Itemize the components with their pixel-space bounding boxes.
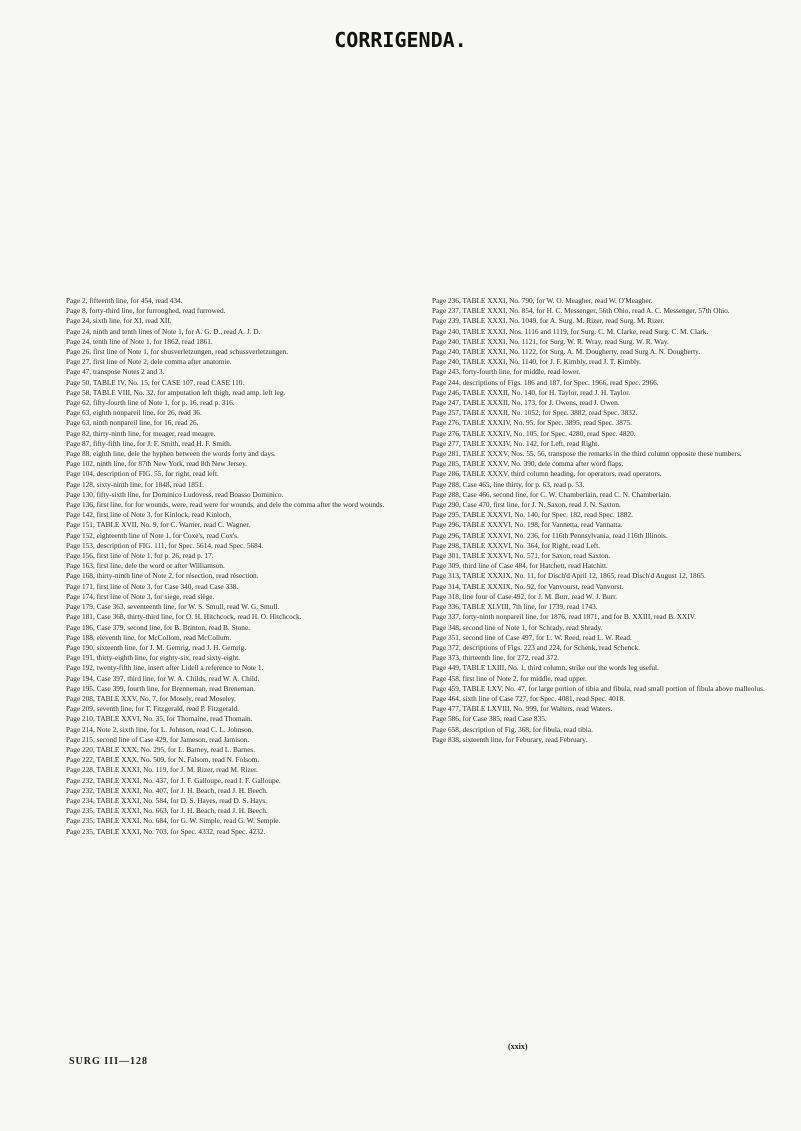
- corrigendum-entry: Page 104, description of FIG. 55, for right, read left.: [66, 469, 219, 479]
- corrigendum-entry: Page 477, TABLE LXVIII, No. 999, for Walters, read Waters.: [432, 704, 613, 714]
- corrigendum-entry: Page 209, seventh line, for T. Fitzgerald, read P. Fitzgerald.: [66, 704, 239, 714]
- page-number: (xxix): [508, 1042, 528, 1051]
- corrigendum-entry: Page 63, eighth nonpareil line, for 26, read 36.: [66, 408, 202, 418]
- corrigendum-entry: Page 194, Case 397, third line, for W. A. Childs, read W. A. Child.: [66, 673, 260, 683]
- corrigendum-entry: Page 50, TABLE IV, No. 15, for CASE 107, read CASE 110.: [66, 377, 245, 387]
- corrigendum-entry: Page 128, sixty-ninth line, for 1848, read 1851.: [66, 479, 205, 489]
- corrigendum-entry: Page 459, TABLE LXV, No. 47, for large portion of tibia and fibula, read small portion of fibula above malleolus.: [432, 683, 765, 693]
- corrigendum-entry: Page 27, first line of Note 2, dele comma after anatomie.: [66, 357, 232, 367]
- corrigendum-entry: Page 26, first line of Note 1, for shusverletzungen, read schussverletzungen.: [66, 347, 289, 357]
- corrigendum-entry: Page 257, TABLE XXXII, No. 1052, for Spec. 3882, read Spec. 3832.: [432, 408, 638, 418]
- corrigendum-entry: Page 464, sixth line of Case 727, for Spec. 4081, read Spec. 4018.: [432, 693, 625, 703]
- corrigendum-entry: Page 236, TABLE XXXI, No. 790, for W. O. Meagher, read W. O'Meagher.: [432, 296, 653, 305]
- corrigendum-entry: Page 237, TABLE XXXI, No. 854, for H. C. Messenger, 56th Ohio, read A. C. Messenger, 57th Ohio.: [432, 306, 730, 316]
- corrigendum-entry: Page 586, for Case 385, read Case 835.: [432, 714, 547, 724]
- corrigendum-entry: Page 168, thirty-ninth line of Note 2, for résection, read résection.: [66, 571, 259, 581]
- corrigendum-entry: Page 188, eleventh line, for McCollom, read McCollum.: [66, 632, 232, 642]
- corrigendum-entry: Page 192, twenty-fifth line, insert after Lidell a reference to Note 1.: [66, 663, 264, 673]
- corrigendum-entry: Page 290, Case 470, first line, for J. N. Saxon, read J. N. Saxton.: [432, 500, 621, 510]
- corrigendum-entry: Page 62, fifty-fourth line of Note 1, for p. 16, read p. 316.: [66, 398, 235, 408]
- corrigendum-entry: Page 87, fifty-fifth line, for J. F. Smith, read H. F. Smith.: [66, 438, 232, 448]
- corrigendum-entry: Page 24, sixth line, for XI, read XII.: [66, 316, 172, 326]
- corrigendum-entry: Page 296, TABLE XXXVI, No. 236, for 116th Pennsylvania, read 116th Illinois.: [432, 530, 668, 540]
- corrigendum-entry: Page 309, third line of Case 484, for Hatchett, read Hatchitt.: [432, 561, 608, 571]
- corrigendum-entry: Page 174, first line of Note 3, for siege, read siège.: [66, 591, 215, 601]
- corrigendum-entry: Page 47, transpose Notes 2 and 3.: [66, 367, 165, 377]
- corrigendum-entry: Page 658, description of Fig. 368, for fibula, read tibia.: [432, 724, 593, 734]
- corrigendum-entry: Page 179, Case 363, seventeenth line, for W. S. Smull, read W. G. Smull.: [66, 602, 280, 612]
- corrigendum-entry: Page 296, TABLE XXXVI, No. 198, for Vannetta, read Vannatta.: [432, 520, 623, 530]
- corrigendum-entry: Page 240, TABLE XXXI, Nos. 1116 and 1119, for Surg. C. M. Clarke, read Surg. C. M. Clark.: [432, 326, 709, 336]
- corrigendum-entry: Page 240, TABLE XXXI, No. 1121, for Surg. W. R. Wray, read Surg. W. R. Way.: [432, 336, 669, 346]
- corrigendum-entry: Page 222, TABLE XXX, No. 509, for N. Falsom, read N. Folsom.: [66, 755, 260, 765]
- corrigendum-entry: Page 351, second line of Case 497, for L. W. Reed, read L. W. Read.: [432, 632, 632, 642]
- corrigendum-entry: Page 281, TABLE XXXV, Nos. 55, 56, transpose the remarks in the third column opposite these numbers.: [432, 449, 742, 459]
- corrigendum-entry: Page 88, eighth line, dele the hyphen between the words forty and days.: [66, 449, 276, 459]
- corrigendum-entry: Page 232, TABLE XXXI, No. 437, for J. F. Galloupe, read I. F. Galloupe.: [66, 775, 281, 785]
- corrigendum-entry: Page 298, TABLE XXXVI, No. 364, for Right, read Left.: [432, 540, 601, 550]
- corrigendum-entry: Page 208, TABLE XXV, No. 7, for Mosely, read Moseley.: [66, 693, 236, 703]
- corrigendum-entry: Page 276, TABLE XXXIV, No. 95, for Spec. 3895, read Spec. 3875.: [432, 418, 632, 428]
- corrigendum-entry: Page 288, Case 466, second line, for C. W. Chamberlain, read C. N. Chamberlain.: [432, 489, 672, 499]
- corrigendum-entry: Page 63, ninth nonpareil line, for 16, read 26.: [66, 418, 199, 428]
- corrigendum-entry: Page 288, Case 465, line thirty, for p. 63, read p. 53.: [432, 479, 585, 489]
- corrigendum-entry: Page 348, second line of Note 1, for Schrady, read Shrady.: [432, 622, 603, 632]
- corrigendum-entry: Page 190, sixteenth line, for J. M. Gemrig, read J. H. Gemrig.: [66, 642, 247, 652]
- page-title: CORRIGENDA.: [334, 28, 467, 52]
- corrigendum-entry: Page 449, TABLE LXIII, No. 1, third column, strike out the words leg useful.: [432, 663, 659, 673]
- corrigendum-entry: Page 235, TABLE XXXI, No. 703, for Spec. 4332, read Spec. 4232.: [66, 826, 266, 836]
- corrigendum-entry: Page 286, TABLE XXXV, third column heading, for operators, read operators.: [432, 469, 662, 479]
- corrigendum-entry: Page 295, TABLE XXXVI, No. 140, for Spec. 182, read Spec. 1882.: [432, 510, 633, 520]
- right-column: [432, 296, 772, 837]
- corrigendum-entry: Page 210, TABLE XXVI, No. 35, for Thomaine, read Thomain.: [66, 714, 253, 724]
- corrigendum-entry: Page 243, forty-fourth line, for middle, read lower.: [432, 367, 581, 377]
- corrigendum-entry: Page 151, TABLE XVII, No. 9, for C. Warner, read C. Wagner.: [66, 520, 251, 530]
- corrigendum-entry: Page 214, Note 2, sixth line, for L. Johnson, read C. L. Johnson.: [66, 724, 254, 734]
- corrigendum-entry: Page 314, TABLE XXXIX, No. 92, for Vanvourst, read Vanvorst.: [432, 581, 624, 591]
- corrigendum-entry: Page 215, second line of Case 429, for Jameson, read Jamison.: [66, 734, 250, 744]
- corrigendum-entry: Page 301, TABLE XXXVI, No. 571, for Saxon, read Saxton.: [432, 551, 611, 561]
- corrigendum-entry: Page 156, first line of Note 1, for p. 26, read p. 17.: [66, 551, 214, 561]
- corrigendum-entry: Page 277, TABLE XXXIV, No. 142, for Left, read Right.: [432, 438, 600, 448]
- corrigendum-entry: Page 313, TABLE XXXIX, No. 11, for Disch'd April 12, 1865, read Disch'd August 12, 1865.: [432, 571, 706, 581]
- corrigendum-entry: Page 152, eighteenth line of Note 1, for Coxe's, read Cox's.: [66, 530, 239, 540]
- corrigendum-entry: Page 318, line four of Case 492, for J. M. Burr, read W. J. Burr.: [432, 591, 617, 601]
- corrigendum-entry: Page 246, TABLE XXXII, No. 140, for H. Taylor, read J. H. Taylor.: [432, 387, 631, 397]
- corrigendum-entry: Page 838, sixteenth line, for Feburary, read February.: [432, 734, 588, 744]
- corrigendum-entry: Page 228, TABLE XXXI, No. 119, for J. M. Rizer, read M. Rizer.: [66, 765, 258, 775]
- corrigenda-columns: [66, 296, 772, 837]
- corrigendum-entry: Page 336, TABLE XLVIII, 7th line, for 1739, read 1743.: [432, 602, 598, 612]
- corrigendum-entry: Page 235, TABLE XXXI, No. 684, for G. W. Simple, read G. W. Semple.: [66, 816, 281, 826]
- corrigendum-entry: Page 186, Case 379, second line, for B. Brinton, read B. Stone.: [66, 622, 251, 632]
- corrigendum-entry: Page 373, thirteenth line, for 272, read 372.: [432, 653, 560, 663]
- corrigendum-entry: Page 195, Case 399, fourth line, for Brenneman, read Breneman.: [66, 683, 256, 693]
- left-column: [66, 296, 406, 837]
- corrigendum-entry: Page 247, TABLE XXXII, No. 173, for J. Owens, read J. Owen.: [432, 398, 620, 408]
- corrigendum-entry: Page 244, descriptions of Figs. 186 and 187, for Spec. 1966, read Spec. 2966.: [432, 377, 659, 387]
- corrigendum-entry: Page 136, first line, for for wounds, were, read were for wounds, and dele the comma after the word wounds.: [66, 500, 385, 510]
- corrigendum-entry: Page 102, ninth line, for 87th New York, read 8th New Jersey.: [66, 459, 248, 469]
- corrigendum-entry: Page 240, TABLE XXXI, No. 1140, for J. F. Kimbly, read J. T. Kimbly.: [432, 357, 642, 367]
- corrigendum-entry: Page 458, first line of Note 2, for middle, read upper.: [432, 673, 587, 683]
- corrigendum-entry: Page 24, tenth line of Note 1, for 1862, read 1861.: [66, 336, 213, 346]
- corrigendum-entry: Page 142, first line of Note 3, for Kinlock, read Kinloch.: [66, 510, 232, 520]
- corrigendum-entry: Page 276, TABLE XXXIV, No. 105, for Spec. 4280, read Spec. 4820.: [432, 428, 636, 438]
- corrigendum-entry: Page 372, descriptions of Figs. 223 and 224, for Schenk, read Schenck.: [432, 642, 640, 652]
- corrigendum-entry: Page 285, TABLE XXXV, No. 390, dele comma after word flaps.: [432, 459, 624, 469]
- corrigendum-entry: Page 181, Case 368, thirty-third line, for O. H. Hitchcock, read H. O. Hitchcock.: [66, 612, 302, 622]
- corrigendum-entry: Page 8, forty-third line, for furroughed, read furrowed.: [66, 306, 226, 316]
- corrigendum-entry: Page 82, thirty-ninth line, for meager, read meagre.: [66, 428, 216, 438]
- corrigendum-entry: Page 130, fifty-sixth line, for Dominico Ludovess, read Boasso Dominico.: [66, 489, 284, 499]
- corrigendum-entry: Page 171, first line of Note 3, for Case 340, read Case 338.: [66, 581, 239, 591]
- corrigendum-entry: Page 232, TABLE XXXI, No. 407, for J. H. Beach, read J. H. Beech.: [66, 785, 268, 795]
- corrigendum-entry: Page 153, description of FIG. 111, for Spec. 5614, read Spec. 5684.: [66, 540, 264, 550]
- corrigendum-entry: Page 234, TABLE XXXI, No. 584, for D. S. Hayes, read D. S. Hays.: [66, 795, 267, 805]
- corrigendum-entry: Page 235, TABLE XXXI, No. 663, for J. H. Beach, read J. H. Beech.: [66, 806, 268, 816]
- corrigendum-entry: Page 337, forty-ninth nonpareil line, for 1876, read 1871, and for B. XXIII, read B. XXIV.: [432, 612, 696, 622]
- signature-mark: SURG III—128: [69, 1056, 148, 1067]
- corrigendum-entry: Page 163, first line, dele the word or after Williamson.: [66, 561, 225, 571]
- corrigendum-entry: Page 58, TABLE VIII, No. 32, for amputation left thigh, read amp. left leg.: [66, 387, 286, 397]
- corrigendum-entry: Page 220, TABLE XXX, No. 295, for L. Barney, read L. Barnes.: [66, 744, 256, 754]
- corrigendum-entry: Page 2, fifteenth line, for 454, read 434.: [66, 296, 183, 305]
- corrigendum-entry: Page 24, ninth and tenth lines of Note 1, for A. G. D., read A. J. D.: [66, 326, 261, 336]
- corrigendum-entry: Page 240, TABLE XXXI, No. 1122, for Surg. A. M. Dougherty, read Surg A. N. Dougherty.: [432, 347, 701, 357]
- corrigendum-entry: Page 191, thirty-eighth line, for eighty-six, read sixty-eight.: [66, 653, 241, 663]
- corrigendum-entry: Page 239, TABLE XXXI, No. 1049, for A. Surg. M. Rizer, read Surg. M. Rizer.: [432, 316, 665, 326]
